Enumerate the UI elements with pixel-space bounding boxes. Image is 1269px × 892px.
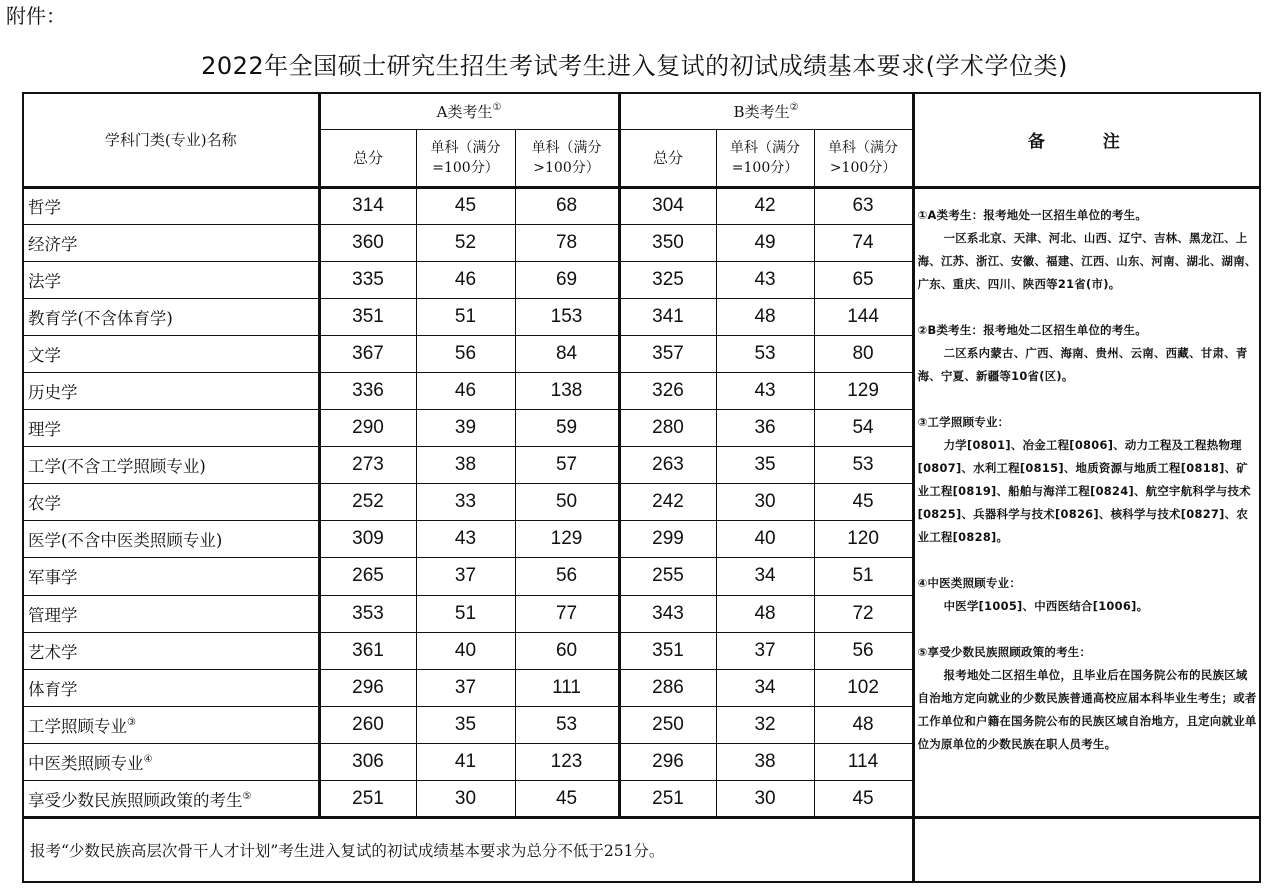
note-gap [918,388,1258,411]
footer-remarks-blank [913,818,1260,882]
a-score-single100: 40 [416,632,515,669]
b-score-total: 296 [619,743,716,780]
footer-note: 报考“少数民族高层次骨干人才计划”考生进入复试的初试成绩基本要求为总分不低于251分。 [23,818,913,882]
b-score-single100: 48 [716,298,814,335]
group-a-label: A类考生 [436,102,493,121]
group-a-header [319,93,619,129]
subject-name-text: 享受少数民族照顾政策的考生 [28,790,243,810]
a-score-single100: 39 [416,410,515,447]
a-score-total: 273 [319,447,416,484]
a-score-singleover100: 59 [515,410,619,447]
a-single100-header-text: 单科（满分=100分） [430,139,501,176]
note-body: 中医学[1005]、中西医结合[1006]。 [943,598,1149,613]
a-score-singleover100: 57 [515,447,619,484]
b-score-total: 250 [619,706,716,743]
note-body: 一区系北京、天津、河北、山西、辽宁、吉林、黑龙江、上海、江苏、浙江、安徽、福建、江西、山东、河南、湖北、湖南、广东、重庆、四川、陕西等21省(市)。 [917,230,1257,291]
subject-name-text: 医学(不含中医类照顾专业) [28,531,223,551]
a-total-header: 总分 [319,129,416,187]
subject-column-header [23,93,319,187]
subject-name [23,669,319,706]
b-score-single100: 36 [716,410,814,447]
subject-name-text: 经济学 [28,234,78,254]
b-total-header: 总分 [619,129,716,187]
a-score-single100: 51 [416,298,515,335]
b-score-singleover100: 63 [814,187,913,224]
b-score-single100: 35 [716,447,814,484]
b-score-total: 263 [619,447,716,484]
b-score-single100: 34 [716,669,814,706]
subject-name [23,781,319,818]
a-singleover100-header-text: 单科（满分>100分） [531,139,602,176]
a-score-single100: 35 [416,706,515,743]
a-score-single100: 38 [416,447,515,484]
group-b-header [619,93,913,129]
b-score-single100: 32 [716,706,814,743]
a-score-singleover100: 111 [515,669,619,706]
a-score-singleover100: 68 [515,187,619,224]
a-score-single100: 41 [416,743,515,780]
b-score-singleover100: 54 [814,410,913,447]
subject-name [23,187,319,224]
a-score-singleover100: 69 [515,261,619,298]
b-singleover100-header-text: 单科（满分>100分） [828,139,899,176]
subject-name-text: 教育学(不含体育学) [28,308,173,328]
note-body: 二区系内蒙古、广西、海南、贵州、云南、西藏、甘肃、青海、宁夏、新疆等10省(区)。 [917,345,1248,383]
b-score-singleover100: 65 [814,261,913,298]
a-score-singleover100: 45 [515,781,619,818]
subject-name-text: 哲学 [28,198,61,218]
note-body: 报考地处二区招生单位，且毕业后在国务院公布的民族区域自治地方定向就业的少数民族普通高校应届本科毕业生考生；或者工作单位和户籍在国务院公布的民族区域自治地方，且定向就业单位为原单位的少数民族在职人员考生。 [917,667,1257,751]
note-gap [918,618,1258,641]
subject-name [23,521,319,558]
note-heading: ⑤享受少数民族照顾政策的考生： [917,644,1092,659]
attachment-label: 附件： [6,4,66,28]
a-score-single100: 46 [416,261,515,298]
b-score-single100: 30 [716,484,814,521]
a-score-singleover100: 77 [515,595,619,632]
remarks-header: 备 注 [913,93,1260,187]
subject-name [23,558,319,595]
a-score-total: 290 [319,410,416,447]
b-singleover100-header [814,129,913,187]
subject-name-text: 理学 [28,420,61,440]
a-score-total: 306 [319,743,416,780]
a-score-singleover100: 60 [515,632,619,669]
note-gap [918,296,1258,319]
a-score-singleover100: 50 [515,484,619,521]
a-score-total: 251 [319,781,416,818]
remarks-cell [913,187,1260,818]
subject-name [23,335,319,372]
a-score-singleover100: 123 [515,743,619,780]
group-b-footnote-mark: ② [789,101,799,113]
subject-name-text: 军事学 [28,568,78,588]
footnote-mark: ③ [127,716,136,728]
b-score-singleover100: 74 [814,224,913,261]
footnote-mark: ④ [143,753,153,765]
subject-column-header-text: 学科门类(专业)名称 [104,131,237,150]
a-score-singleover100: 78 [515,224,619,261]
b-score-total: 304 [619,187,716,224]
a-single100-header [416,129,515,187]
b-score-total: 255 [619,558,716,595]
b-score-singleover100: 51 [814,558,913,595]
a-score-single100: 37 [416,669,515,706]
subject-name [23,484,319,521]
subject-name [23,632,319,669]
b-score-single100: 48 [716,595,814,632]
subject-name-text: 工学照顾专业 [28,716,127,736]
subject-name-text: 工学(不含工学照顾专业) [28,457,206,477]
note-gap [918,549,1258,572]
subject-name [23,410,319,447]
a-score-single100: 37 [416,558,515,595]
a-score-total: 252 [319,484,416,521]
b-score-total: 326 [619,372,716,409]
b-score-single100: 42 [716,187,814,224]
b-score-total: 286 [619,669,716,706]
a-score-single100: 30 [416,781,515,818]
a-score-total: 353 [319,595,416,632]
a-score-singleover100: 56 [515,558,619,595]
b-score-single100: 49 [716,224,814,261]
subject-name-text: 艺术学 [28,642,78,662]
a-score-total: 367 [319,335,416,372]
subject-name-text: 文学 [28,345,61,365]
a-score-total: 351 [319,298,416,335]
b-score-single100: 37 [716,632,814,669]
a-score-singleover100: 53 [515,706,619,743]
subject-name-text: 体育学 [28,679,78,699]
subject-name [23,298,319,335]
b-score-singleover100: 53 [814,447,913,484]
a-score-single100: 43 [416,521,515,558]
b-score-total: 251 [619,781,716,818]
subject-name-text: 管理学 [28,605,78,625]
subject-name [23,743,319,780]
note-heading: ③工学照顾专业： [917,414,1010,429]
subject-name [23,447,319,484]
b-score-single100: 43 [716,372,814,409]
a-score-total: 314 [319,187,416,224]
b-score-total: 299 [619,521,716,558]
footer-row [23,818,1260,882]
b-score-single100: 38 [716,743,814,780]
b-score-singleover100: 80 [814,335,913,372]
subject-name-text: 中医类照顾专业 [28,753,144,773]
b-score-singleover100: 120 [814,521,913,558]
b-score-singleover100: 114 [814,743,913,780]
b-score-singleover100: 144 [814,298,913,335]
note-heading: ①A类考生：报考地处一区招生单位的考生。 [917,207,1148,222]
b-score-single100: 53 [716,335,814,372]
note-heading: ②B类考生：报考地处二区招生单位的考生。 [917,322,1147,337]
b-single100-header [716,129,814,187]
remarks-notes [918,204,1258,756]
a-score-total: 336 [319,372,416,409]
a-score-singleover100: 129 [515,521,619,558]
subject-name-text: 法学 [28,271,61,291]
b-single100-header-text: 单科（满分=100分） [730,139,801,176]
b-score-singleover100: 129 [814,372,913,409]
b-score-total: 350 [619,224,716,261]
b-score-total: 351 [619,632,716,669]
b-score-single100: 34 [716,558,814,595]
a-score-total: 335 [319,261,416,298]
a-score-total: 265 [319,558,416,595]
a-score-total: 360 [319,224,416,261]
a-score-singleover100: 153 [515,298,619,335]
b-score-singleover100: 48 [814,706,913,743]
subject-name-text: 历史学 [28,383,78,403]
b-score-single100: 30 [716,781,814,818]
a-score-single100: 33 [416,484,515,521]
a-score-total: 296 [319,669,416,706]
score-table [22,92,1261,883]
a-score-singleover100: 84 [515,335,619,372]
b-score-singleover100: 72 [814,595,913,632]
b-score-total: 242 [619,484,716,521]
b-score-single100: 43 [716,261,814,298]
b-score-singleover100: 56 [814,632,913,669]
subject-name-text: 农学 [28,494,61,514]
a-score-single100: 51 [416,595,515,632]
b-score-single100: 40 [716,521,814,558]
table-row [23,187,1260,224]
b-score-singleover100: 102 [814,669,913,706]
subject-name [23,261,319,298]
b-score-singleover100: 45 [814,484,913,521]
subject-name [23,372,319,409]
b-score-total: 341 [619,298,716,335]
b-score-singleover100: 45 [814,781,913,818]
subject-name [23,706,319,743]
a-score-singleover100: 138 [515,372,619,409]
a-singleover100-header [515,129,619,187]
note-body: 力学[0801]、冶金工程[0806]、动力工程及工程热物理[0807]、水利工程[0815]、地质资源与地质工程[0818]、矿业工程[0819]、船舶与海洋工程[0824]、航空宇航科学与技术[0825]、兵器科学与技术[0826]、核科学与技术[0827]、农业工程[0828]。 [917,437,1251,544]
b-score-total: 343 [619,595,716,632]
subject-name [23,595,319,632]
a-score-single100: 46 [416,372,515,409]
a-score-single100: 56 [416,335,515,372]
page-title: 2022年全国硕士研究生招生考试考生进入复试的初试成绩基本要求(学术学位类) [201,52,1068,80]
a-score-single100: 45 [416,187,515,224]
group-a-footnote-mark: ① [492,101,502,113]
a-score-total: 260 [319,706,416,743]
note-heading: ④中医类照顾专业： [917,575,1022,590]
b-score-total: 280 [619,410,716,447]
a-score-total: 309 [319,521,416,558]
footnote-mark: ⑤ [242,790,252,802]
a-score-total: 361 [319,632,416,669]
group-b-label: B类考生 [733,102,790,121]
b-score-total: 325 [619,261,716,298]
b-score-total: 357 [619,335,716,372]
subject-name [23,224,319,261]
a-score-single100: 52 [416,224,515,261]
